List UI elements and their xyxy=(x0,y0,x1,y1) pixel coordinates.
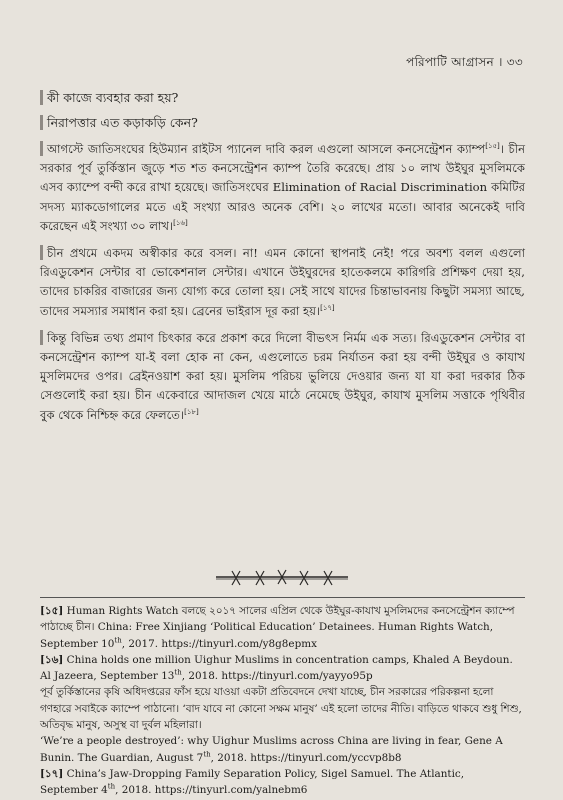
ordinal-suffix: th xyxy=(203,750,211,759)
ordinal-suffix: th xyxy=(114,636,122,645)
paragraph-text: চীন প্রথমে একদম অস্বীকার করে বসল। না! এমন কোনো স্থাপনাই নেই! পরে অবশ্য বলল এগুলো রিএডুকেশন সেন্টার বা ভোকেশনাল সেন্টার। এখানে উইঘুরদের হাতেকলমে কারিগরি প্রশিক্ষণ দেয়া হয়, তাদের চাকরির বাজারের জন্য যোগ্য করে তোলা হয়। সেই সাথে যাদের চিন্তাভাবনায় কিছুটা সমস্যা আছে, তাদের সমস্যার সমাধান করা হয়। ব্রেনের ভাইরাস দূর করা হয়। xyxy=(40,246,525,318)
paragraph-china-denial xyxy=(40,244,525,321)
footnote-link[interactable]: , 2017. https://tinyurl.com/y8g8epmx xyxy=(121,637,317,650)
footnote-text: China’s Jaw-Dropping Family Separation Policy, Sigel Samuel. The Atlantic, September 4 xyxy=(40,767,465,797)
question-line xyxy=(40,90,525,106)
footnote-text: Human Rights Watch বলছে ২০১৭ সালের এপ্রিল থেকে উইঘুর-কাযাখ মুসলিমদের কনসেন্ট্রেশন ক্যাম্পে পাঠাচ্ছে চীন। China: Free Xinjiang ‘Political Education’ Detainees. Human Rights Watch, September 10 xyxy=(40,605,515,650)
footnote-15 xyxy=(40,603,525,652)
footnote-17 xyxy=(40,766,525,799)
ordinal-suffix: th xyxy=(174,668,182,677)
paragraph-un-panel xyxy=(40,140,525,236)
footnote-16-commentary: পূর্ব তুর্কিস্তানের কৃষি অধিদপ্তরের ফাঁস হয়ে যাওয়া একটা প্রতিবেদনে দেখা যাচ্ছে, চীন সরকারের পরিকল্পনা হলো গণহারে সবাইকে ক্যাম্পে পাঠানো। ‘বাদ যাবে না কোনো সক্ষম মানুষ’ এই হলো তাদের নীতি। বাড়িতে থাকবে শুধু শিশু, অতিবৃদ্ধ মানুষ, অসুস্থ বা দুর্বল মহিলারা। xyxy=(40,686,522,732)
footnote-text: China holds one million Uighur Muslims in concentration camps, Khaled A Beydoun. Al Jazeera, September 13 xyxy=(40,653,513,683)
footnote-marker: [১৭] xyxy=(40,767,64,780)
paragraph-text: । চীন সরকার পূর্ব তুর্কিস্তান জুড়ে শত শত কনসেন্ট্রেশন ক্যাম্প তৈরি করেছে। প্রায় ১০ লাখ উইঘুর মুসলিমকে এসব ক্যাম্পে বন্দী করে রাখা হয়েছে। জাতিসংঘের Elimination of Racial Discrimination কমিটির সদস্য ম্যাকডোগালের মতে এই সংখ্যা আরও অনেক বেশি। ২০ লাখের মতো। আবার অনেকেই দাবি করেছেন এই সংখ্যা ৩০ লাখ। xyxy=(40,142,526,233)
question-text: কী কাজে ব্যবহার করা হয়? xyxy=(47,90,179,105)
question-text: নিরাপত্তার এত কড়াকড়ি কেন? xyxy=(47,115,198,130)
footnote-marker: [১৫] xyxy=(40,605,64,617)
margin-bar xyxy=(40,245,43,260)
footnote-ref[interactable]: [১৬] xyxy=(173,218,188,227)
running-header: পরিপাটি আগ্রাসন । ৩৩ xyxy=(406,55,523,69)
margin-bar xyxy=(40,330,43,345)
margin-bar xyxy=(40,141,43,156)
main-text xyxy=(40,90,525,433)
footnote-16 xyxy=(40,652,525,685)
footnote-ref[interactable]: [১৭] xyxy=(320,303,335,312)
paragraph-text: কিন্তু বিভিন্ন তথ্য প্রমাণ চিৎকার করে প্রকাশ করে দিলো বীভৎস নির্মম এক সত্য। রিএডুকেশন সেন্টার বা কনসেন্ট্রেশন ক্যাম্প যা-ই বলা হোক না কেন, এগুলোতে চরম নির্যাতন করা হয় বন্দী উইঘুর ও কাযাখ মুসলিমদের ওপর। ব্রেইনওয়াশ করা হয়। মুসলিম পরিচয় ভুলিয়ে দেওয়ার জন্য যা যা করা দরকার ঠিক সেগুলোই করা হয়। চীন একেবারে আদাজল খেয়ে মাঠে নেমেছে উইঘুর, কাযাখ মুসলিম সত্তাকে পৃথিবীর বুক থেকে নিশ্চিহ্ন করে ফেলতে। xyxy=(40,330,525,422)
footnote-marker: [১৬] xyxy=(40,653,64,666)
footnotes xyxy=(40,603,525,799)
footnote-link[interactable]: , 2018. https://tinyurl.com/yayyo95p xyxy=(181,670,373,683)
paragraph-evidence xyxy=(40,329,525,425)
ordinal-suffix: th xyxy=(107,782,116,791)
footnote-link[interactable]: , 2018. https://tinyurl.com/yalnebm6 xyxy=(115,784,308,797)
footnote-16-citation xyxy=(40,733,525,766)
footnote-divider xyxy=(40,597,525,598)
margin-bar xyxy=(40,90,43,105)
footnote-ref[interactable]: [১৫] xyxy=(485,142,500,151)
footnote-text: ‘We’re a people destroyed’: why Uighur Muslims across China are living in fear, Gene A Bunin. The Guardian, August 7 xyxy=(40,735,503,764)
barbed-wire-ornament xyxy=(212,562,352,592)
question-line xyxy=(40,115,525,131)
margin-bar xyxy=(40,115,43,130)
footnote-ref[interactable]: [১৮] xyxy=(184,407,199,416)
footnote-link[interactable]: , 2018. https://tinyurl.com/yccvp8b8 xyxy=(210,751,402,764)
paragraph-text: আগস্টে জাতিসংঘের হিউম্যান রাইটস প্যানেল দাবি করল এগুলো আসলে কনসেন্ট্রেশন ক্যাম্প xyxy=(47,142,486,156)
